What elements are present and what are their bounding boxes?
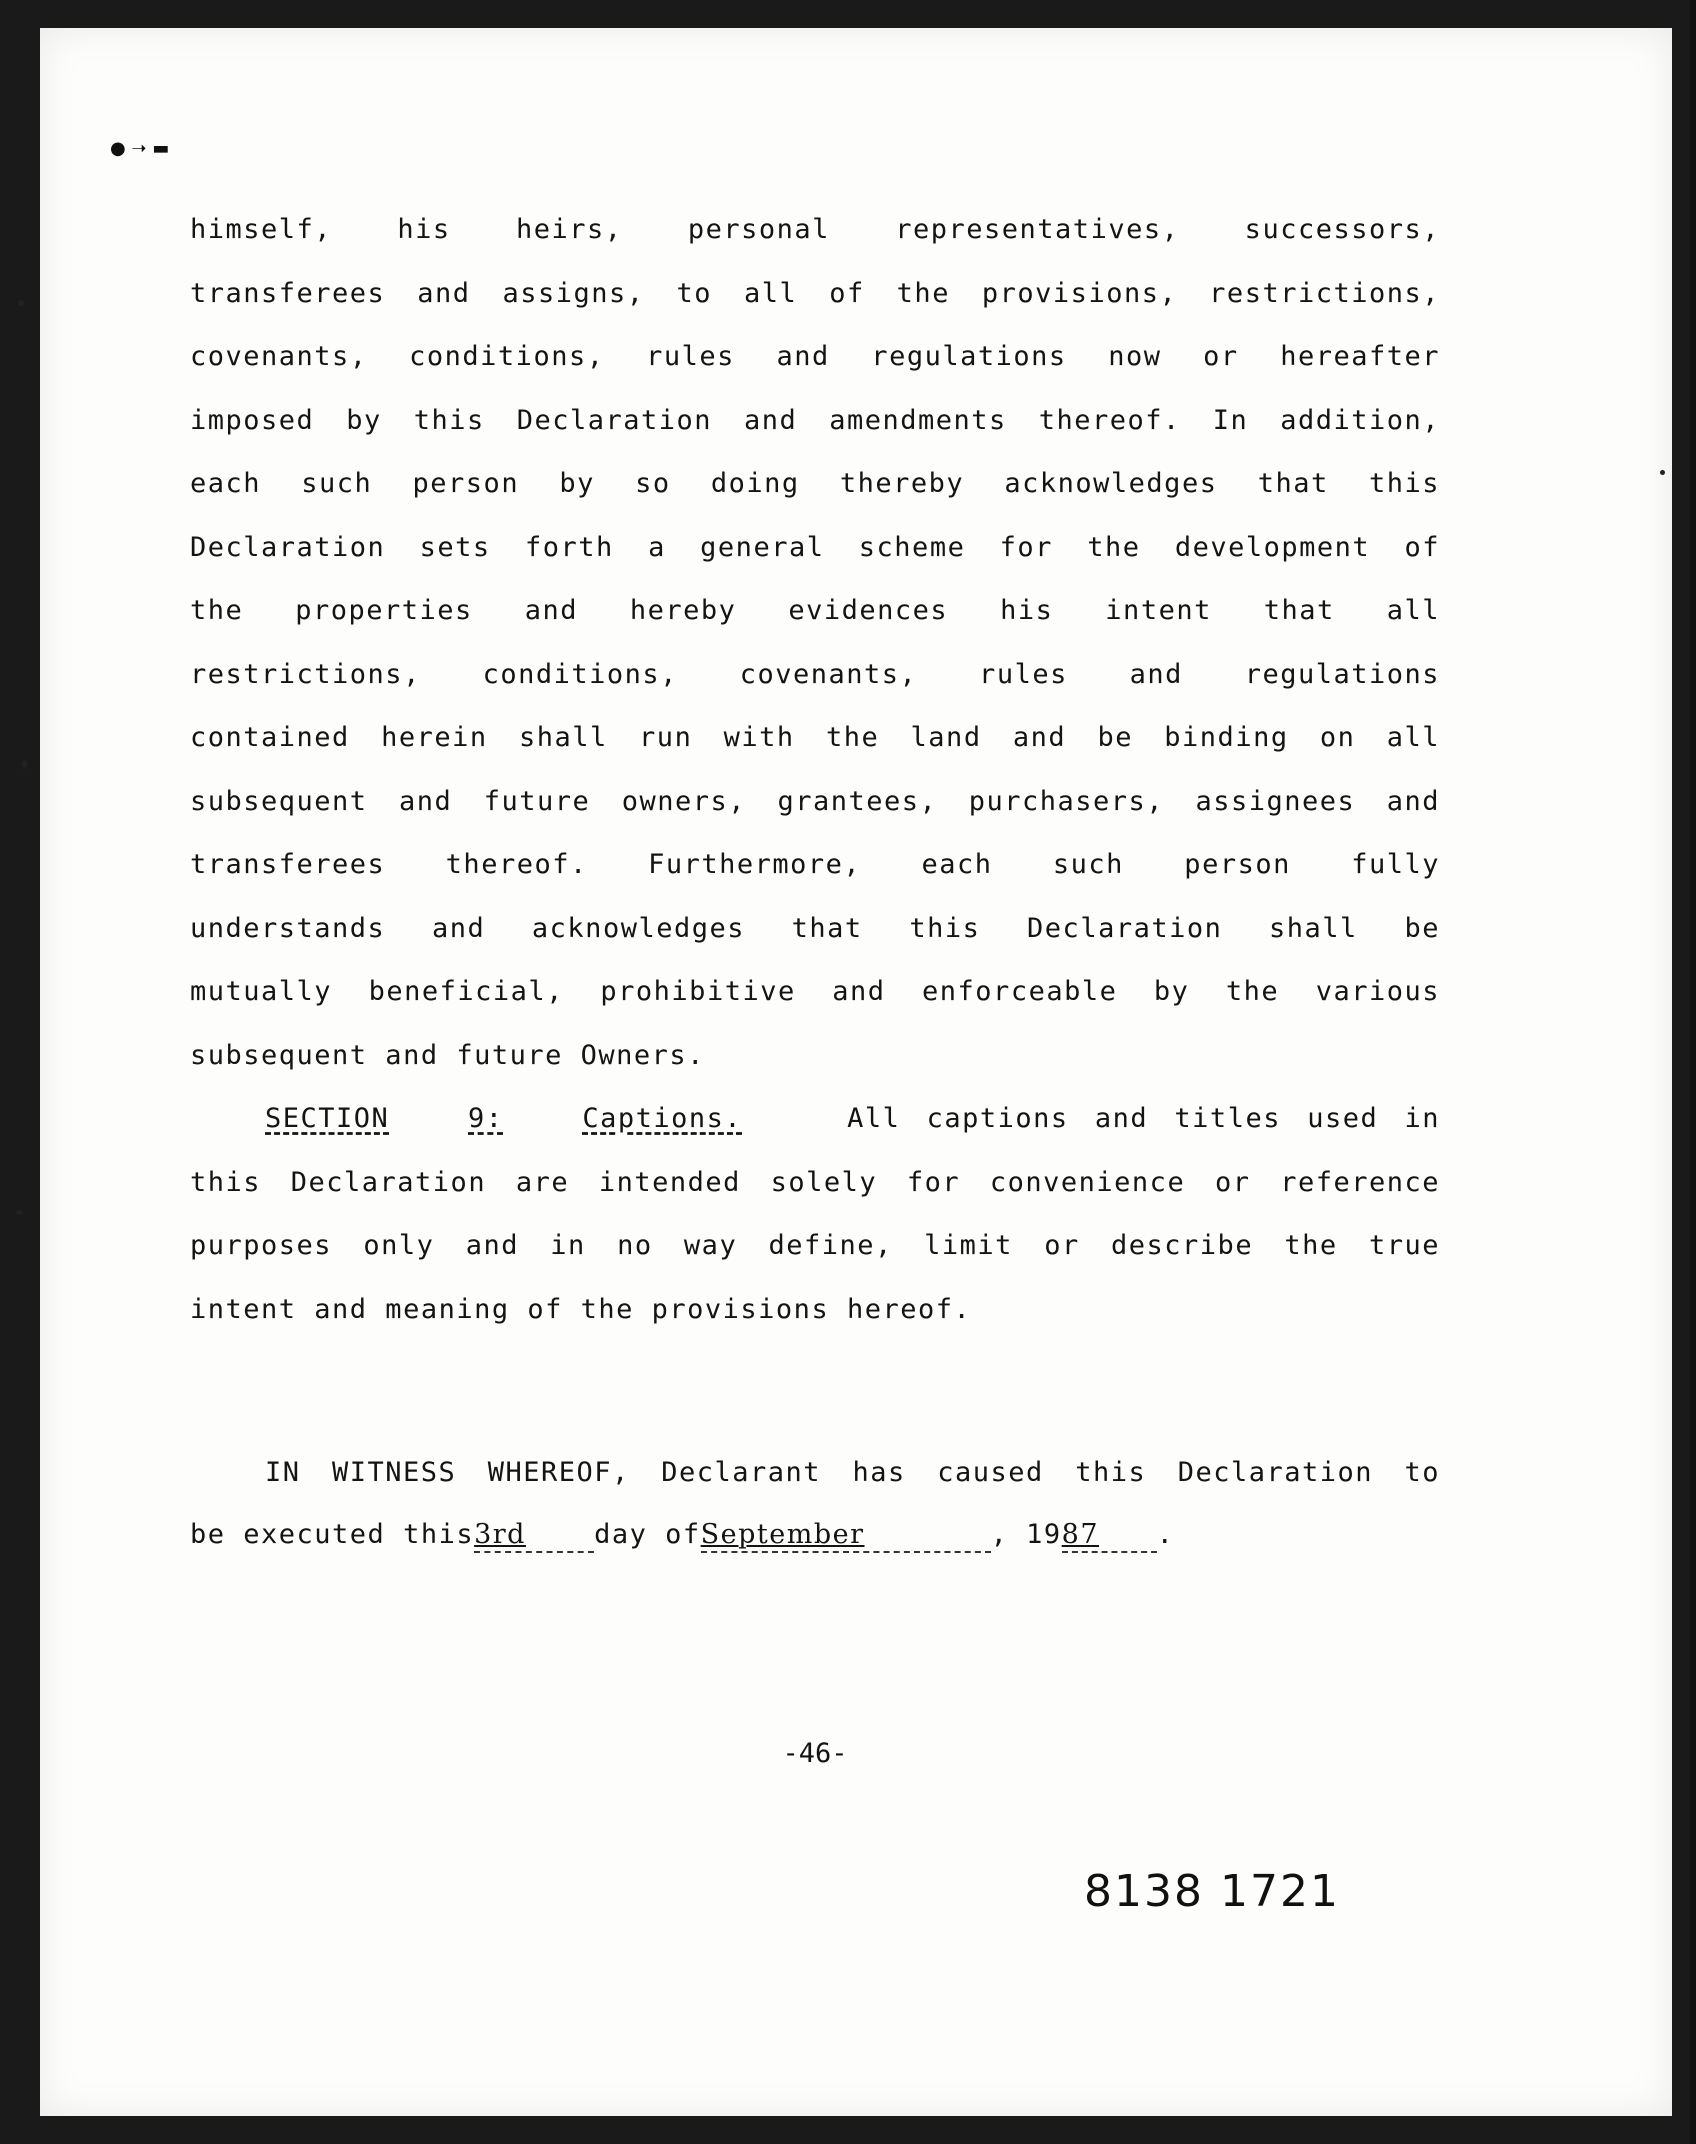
declaration-body xyxy=(190,205,1440,1348)
scan-speck xyxy=(16,1210,23,1215)
body-line: covenants, conditions, rules and regulations now or hereafter xyxy=(190,341,1440,372)
section-line: intent and meaning of the provisions hereof. xyxy=(190,1293,972,1325)
body-line: subsequent and future owners, grantees, purchasers, assignees and xyxy=(190,785,1440,817)
body-line: imposed by this Declaration and amendments thereof. In addition, xyxy=(190,404,1440,436)
body-line: contained herein shall run with the land and be binding on all xyxy=(190,722,1440,753)
body-line: the properties and hereby evidences his intent that all xyxy=(190,595,1440,626)
day-value: 3rd xyxy=(474,1519,594,1553)
section-9-heading-line xyxy=(190,1094,1440,1158)
scan-speck xyxy=(1660,470,1665,475)
body-line: each such person by so doing thereby acknowledges that this xyxy=(190,468,1440,499)
execution-line xyxy=(190,1510,1440,1572)
section-text: All captions and titles used in xyxy=(847,1103,1440,1134)
day-of-text: day of xyxy=(594,1519,701,1550)
month-value: September xyxy=(701,1519,991,1553)
page-number: -46- xyxy=(782,1738,848,1769)
body-line: restrictions, conditions, covenants, rules and regulations xyxy=(190,658,1440,690)
witness-line: IN WITNESS WHEREOF, Declarant has caused this Declaration to xyxy=(265,1457,1440,1488)
record-number: 8138 1721 xyxy=(1084,1866,1340,1917)
sentence-end: . xyxy=(1156,1519,1175,1550)
section-line: this Declaration are intended solely for convenience or reference xyxy=(190,1166,1440,1198)
execution-text: be executed this xyxy=(190,1519,475,1550)
body-line: himself, his heirs, personal representatives, successors, xyxy=(190,214,1440,245)
body-line: subsequent and future Owners. xyxy=(190,1039,705,1071)
scan-marks: ● ➝ ▬ xyxy=(110,138,170,159)
section-line: purposes only and in no way define, limit or describe the true xyxy=(190,1230,1440,1261)
section-title: Captions. xyxy=(582,1103,743,1134)
scan-speck xyxy=(1690,0,1696,2144)
scan-speck xyxy=(18,300,24,306)
body-line: transferees and assigns, to all of the provisions, restrictions, xyxy=(190,277,1440,309)
body-line: mutually beneficial, prohibitive and enforceable by the various xyxy=(190,976,1440,1007)
witness-clause xyxy=(190,1448,1440,1572)
body-line: transferees thereof. Furthermore, each such person fully xyxy=(190,849,1440,880)
section-number: 9: xyxy=(468,1103,504,1134)
year-value: 87 xyxy=(1062,1519,1157,1553)
body-line: Declaration sets forth a general scheme for the development of xyxy=(190,531,1440,563)
scan-speck xyxy=(22,760,27,769)
year-prefix: , 19 xyxy=(990,1519,1062,1550)
section-label: SECTION xyxy=(265,1103,390,1134)
body-line: understands and acknowledges that this Declaration shall be xyxy=(190,912,1440,944)
